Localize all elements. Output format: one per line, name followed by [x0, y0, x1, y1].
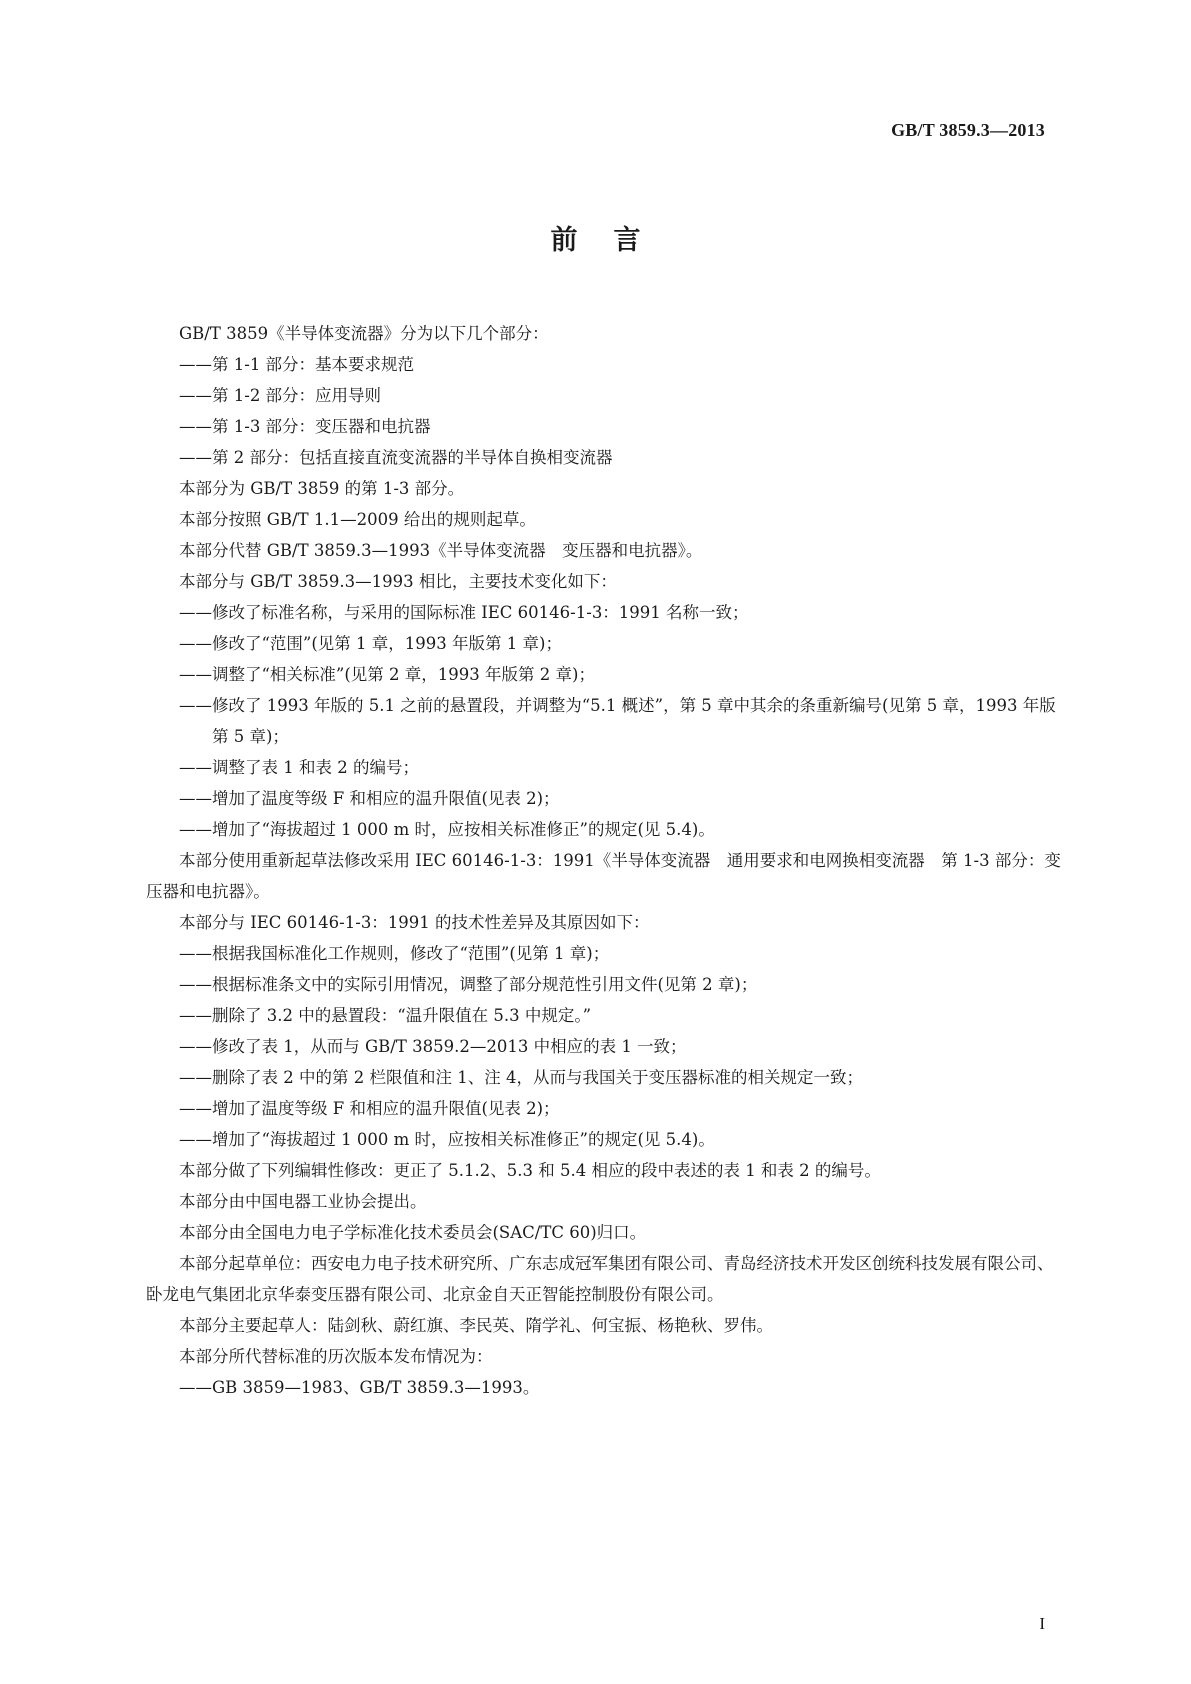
paragraph: 本部分与 GB/T 3859.3—1993 相比，主要技术变化如下：	[179, 572, 617, 591]
list-item: ——根据我国标准化工作规则，修改了“范围”(见第 1 章)；	[179, 944, 610, 963]
paragraph: 本部分主要起草人：陆剑秋、蔚红旗、李民英、隋学礼、何宝振、杨艳秋、罗伟。	[179, 1316, 773, 1335]
list-item: ——修改了标准名称，与采用的国际标准 IEC 60146-1-3：1991 名称一致；	[179, 603, 749, 622]
list-item: ——增加了温度等级 F 和相应的温升限值(见表 2)；	[179, 1099, 560, 1118]
page-title: 前言	[550, 225, 677, 256]
foreword-body	[146, 318, 1061, 1403]
list-item: ——增加了“海拔超过 1 000 m 时，应按相关标准修正”的规定(见 5.4)。	[179, 820, 715, 839]
list-item: ——增加了温度等级 F 和相应的温升限值(见表 2)；	[179, 789, 560, 808]
list-item: ——根据标准条文中的实际引用情况，调整了部分规范性引用文件(见第 2 章)；	[179, 975, 758, 994]
paragraph: 本部分与 IEC 60146-1-3：1991 的技术性差异及其原因如下：	[179, 913, 650, 932]
paragraph: 本部分使用重新起草法修改采用 IEC 60146-1-3：1991《半导体变流器 通用要求和电网换相变流器 第 1-3 部分：变压器和电抗器》。	[146, 851, 1061, 901]
list-item: ——第 2 部分：包括直接直流变流器的半导体自换相变流器	[179, 448, 613, 467]
list-item: ——调整了“相关标准”(见第 2 章，1993 年版第 2 章)；	[179, 665, 595, 684]
list-item: ——删除了 3.2 中的悬置段：“温升限值在 5.3 中规定。”	[179, 1006, 592, 1025]
list-item: ——GB 3859—1983、GB/T 3859.3—1993。	[179, 1378, 540, 1397]
list-item: ——第 1-2 部分：应用导则	[179, 386, 382, 405]
list-item: ——修改了 1993 年版的 5.1 之前的悬置段，并调整为“5.1 概述”，第 5 章中其余的条重新编号(见第 5 章，1993 年版第 5 章)；	[179, 696, 1056, 746]
paragraph: 本部分为 GB/T 3859 的第 1-3 部分。	[179, 479, 465, 498]
paragraph: 本部分由中国电器工业协会提出。	[179, 1192, 427, 1211]
page-number: I	[1039, 1614, 1045, 1633]
list-item: ——第 1-3 部分：变压器和电抗器	[179, 417, 431, 436]
paragraph: 本部分做了下列编辑性修改：更正了 5.1.2、5.3 和 5.4 相应的段中表述的表 1 和表 2 的编号。	[179, 1161, 881, 1180]
list-item: ——增加了“海拔超过 1 000 m 时，应按相关标准修正”的规定(见 5.4)。	[179, 1130, 715, 1149]
paragraph: 本部分代替 GB/T 3859.3—1993《半导体变流器 变压器和电抗器》。	[179, 541, 703, 560]
list-item: ——修改了表 1，从而与 GB/T 3859.2—2013 中相应的表 1 一致；	[179, 1037, 687, 1056]
paragraph: 本部分由全国电力电子学标准化技术委员会(SAC/TC 60)归口。	[179, 1223, 647, 1242]
paragraph: 本部分所代替标准的历次版本发布情况为：	[179, 1347, 493, 1366]
paragraph: GB/T 3859《半导体变流器》分为以下几个部分：	[179, 324, 549, 343]
paragraph: 本部分按照 GB/T 1.1—2009 给出的规则起草。	[179, 510, 536, 529]
list-item: ——第 1-1 部分：基本要求规范	[179, 355, 415, 374]
list-item: ——调整了表 1 和表 2 的编号；	[179, 758, 419, 777]
list-item: ——删除了表 2 中的第 2 栏限值和注 1、注 4，从而与我国关于变压器标准的相关规定一致；	[179, 1068, 863, 1087]
list-item: ——修改了“范围”(见第 1 章，1993 年版第 1 章)；	[179, 634, 562, 653]
standard-code: GB/T 3859.3—2013	[891, 120, 1045, 140]
paragraph: 本部分起草单位：西安电力电子技术研究所、广东志成冠军集团有限公司、青岛经济技术开发区创统科技发展有限公司、卧龙电气集团北京华泰变压器有限公司、北京金自天正智能控制股份有限公司。	[146, 1254, 1054, 1304]
